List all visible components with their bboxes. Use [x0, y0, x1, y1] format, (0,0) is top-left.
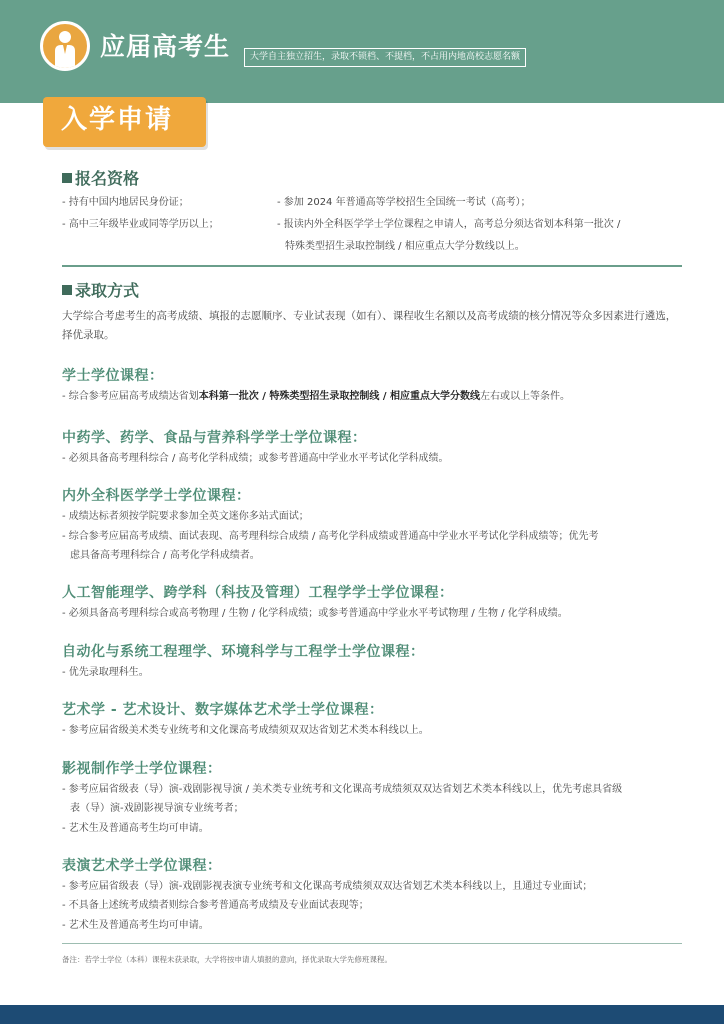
- programme-line: - 不具备上述统考成绩者则综合参考普通高考成绩及专业面试表现等；: [62, 900, 369, 911]
- programme-line-text: - 综合参考应届高考成绩达省划: [62, 391, 199, 402]
- section-tab: [43, 97, 206, 147]
- eligibility-item: - 持有中国内地居民身份证；: [62, 197, 189, 208]
- eligibility-heading: [62, 171, 139, 187]
- eligibility-item: - 参加 2024 年普通高等学校招生全国统一考试（高考）；: [277, 197, 531, 208]
- programme-line: - 必须具备高考理科综合或高考物理 / 生物 / 化学科成绩；或参考普通高中学业水平考试物理 / 生物 / 化学科成绩。: [62, 608, 568, 619]
- programme-title: 表演艺术学士学位课程：: [62, 858, 222, 874]
- header-tagline: 大学自主独立招生，录取不锁档、不提档，不占用内地高校志愿名额: [244, 48, 526, 67]
- programme-line: - 必须具备高考理科综合 / 高考化学科成绩；或参考普通高中学业水平考试化学科成绩。: [62, 453, 449, 464]
- programme-title: 人工智能理学、跨学科（科技及管理）工程学学士学位课程：: [62, 585, 454, 601]
- section-divider: [62, 265, 682, 267]
- tab-label: 入学申请: [61, 105, 174, 135]
- programme-line: - 参考应届省级表（导）演-戏剧影视导演 / 美术类专业统考和文化课高考成绩须双双达省划艺术类本科线以上，优先考虑具省级: [62, 784, 623, 795]
- programme-line: [62, 391, 570, 402]
- programme-line: - 参考应届省级表（导）演-戏剧影视表演专业统考和文化课高考成绩须双双达省划艺术类本科线以上，且通过专业面试；: [62, 881, 593, 892]
- page-title: 应届高考生: [100, 32, 231, 61]
- programme-title: 中药学、药学、食品与营养科学学士学位课程：: [62, 430, 367, 446]
- admission-intro: 大学综合考虑考生的高考成绩、填报的志愿顺序、专业试表现（如有）、课程收生名额以及高考成绩的核分情况等众多因素进行遴选，择优录取。: [62, 310, 677, 341]
- programme-line: - 成绩达标者须按学院要求参加全英文迷你多站式面试；: [62, 511, 309, 522]
- programme-line: - 艺术生及普通高考生均可申请。: [62, 823, 209, 834]
- student-icon: [40, 21, 90, 71]
- programme-line: 表（导）演-戏剧影视导演专业统考者；: [70, 803, 244, 814]
- programme-title: 自动化与系统工程理学、环境科学与工程学士学位课程：: [62, 644, 425, 660]
- eligibility-item: - 报读内外全科医学学士学位课程之申请人，高考总分须达省划本科第一批次 /: [277, 219, 621, 230]
- programme-title: 内外全科医学学士学位课程：: [62, 488, 251, 504]
- programme-title: 艺术学 - 艺术设计、数字媒体艺术学士学位课程：: [62, 702, 384, 718]
- programme-line-text: 左右或以上等条件。: [480, 391, 571, 402]
- admission-heading: [62, 283, 139, 299]
- programme-title: 影视制作学士学位课程：: [62, 761, 222, 777]
- footer-bar: [0, 1005, 724, 1024]
- header-band: [0, 0, 724, 103]
- heading-square-icon: [62, 173, 72, 183]
- programme-line: - 综合参考应届高考成绩、面试表现、高考理科综合成绩 / 高考化学科成绩或普通高中学业水平考试化学科成绩等；优先考: [62, 531, 599, 542]
- programme-line: - 优先录取理科生。: [62, 667, 149, 678]
- programme-line: 虑具备高考理科综合 / 高考化学科成绩者。: [70, 550, 260, 561]
- eligibility-item: 特殊类型招生录取控制线 / 相应重点大学分数线以上。: [285, 241, 525, 252]
- eligibility-heading-text: 报名资格: [75, 169, 140, 188]
- footnote: 备注：若学士学位（本科）课程未获录取，大学将按申请人填报的意向，择优录取大学先修班课程。: [62, 955, 392, 964]
- programme-line-emphasis: 本科第一批次 / 特殊类型招生录取控制线 / 相应重点大学分数线: [198, 391, 481, 402]
- note-divider: [62, 943, 682, 944]
- heading-square-icon: [62, 285, 72, 295]
- programme-line: - 参考应届省级美术类专业统考和文化课高考成绩须双双达省划艺术类本科线以上。: [62, 725, 429, 736]
- programme-title: 学士学位课程：: [62, 368, 164, 384]
- programme-line: - 艺术生及普通高考生均可申请。: [62, 920, 209, 931]
- eligibility-item: - 高中三年级毕业或同等学历以上；: [62, 219, 219, 230]
- admission-heading-text: 录取方式: [75, 281, 140, 300]
